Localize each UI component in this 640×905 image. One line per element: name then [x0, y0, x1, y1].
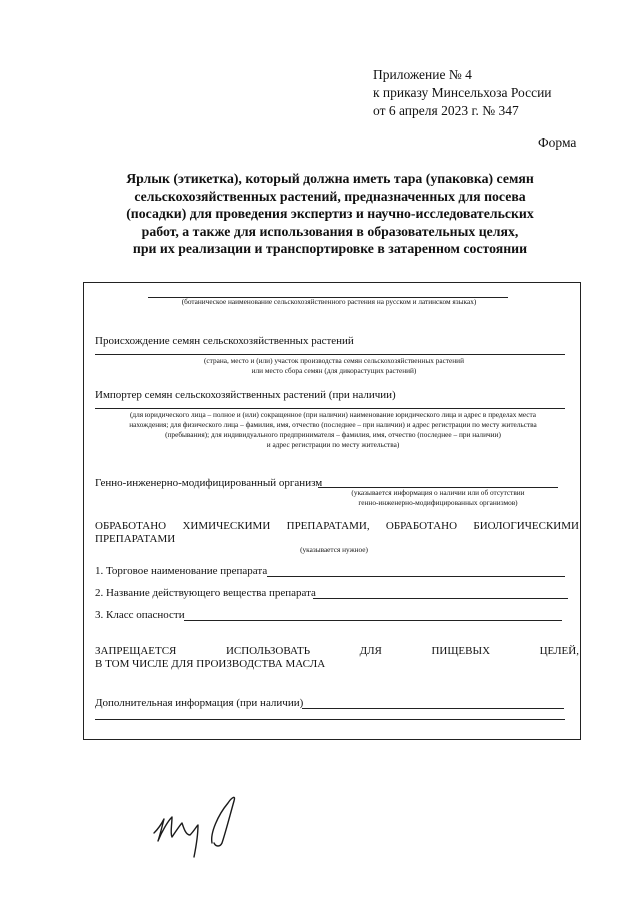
botanical-name-note: (ботаническое наименование сельскохозяйственного растения на русском и латинском языках)	[181, 297, 477, 306]
gmo-note	[318, 488, 558, 508]
origin-label: Происхождение семян сельскохозяйственных растений	[95, 335, 354, 347]
appendix-line-2: к приказу Минсельхоза России	[373, 85, 552, 100]
item-3-line[interactable]	[184, 620, 562, 621]
treated-note: (указывается нужное)	[300, 545, 368, 554]
treated-line-1	[95, 520, 579, 532]
importer-note	[92, 410, 574, 450]
treated-word-4: ОБРАБОТАНО	[385, 520, 458, 532]
item-1-label: 1. Торговое наименование препарата	[95, 565, 268, 577]
form-label: Форма	[538, 135, 577, 150]
origin-note-1: (страна, место и (или) участок производства семян сельскохозяйственных растений	[204, 356, 464, 365]
importer-line[interactable]	[95, 408, 565, 409]
title-line-1: Ярлык (этикетка), который должна иметь тара (упаковка) семян	[126, 171, 534, 186]
appendix-block	[373, 66, 552, 120]
document-title	[70, 170, 590, 258]
forbidden-word-1: ЗАПРЕЩАЕТСЯ	[95, 645, 177, 657]
origin-note-2: или место сбора семян (для дикорастущих растений)	[251, 366, 417, 375]
label-form-frame	[83, 282, 581, 740]
additional-info-line-2[interactable]	[95, 719, 565, 720]
forbidden-word-3: ДЛЯ	[359, 645, 382, 657]
importer-note-3: (пребывания); для индивидуального предпринимателя – фамилия, имя, отчество (последнее – при наличии)	[165, 430, 501, 439]
forbidden-word-2: ИСПОЛЬЗОВАТЬ	[225, 645, 311, 657]
forbidden-line-2: В ТОМ ЧИСЛЕ ДЛЯ ПРОИЗВОДСТВА МАСЛА	[95, 658, 326, 670]
signature-image	[150, 785, 260, 865]
forbidden-word-5: ЦЕЛЕЙ,	[539, 645, 579, 657]
treated-word-3: ПРЕПАРАТАМИ,	[286, 520, 370, 532]
additional-info-line-1[interactable]	[302, 708, 564, 709]
title-line-5: при их реализации и транспортировке в затаренном состоянии	[132, 241, 528, 257]
additional-info-label: Дополнительная информация (при наличии)	[95, 697, 304, 709]
treated-word-1: ОБРАБОТАНО	[95, 520, 167, 532]
item-1-line[interactable]	[267, 576, 565, 577]
gmo-note-2: генно-инженерно-модифицированных организмов)	[358, 498, 518, 507]
item-2-line[interactable]	[313, 598, 568, 599]
importer-note-4: и адрес регистрации по месту жительства)	[266, 440, 400, 449]
item-3-label: 3. Класс опасности	[95, 609, 185, 621]
importer-label: Импортер семян сельскохозяйственных растений (при наличии)	[95, 389, 396, 401]
forbidden-word-4: ПИЩЕВЫХ	[431, 645, 491, 657]
forbidden-line-1	[95, 645, 579, 657]
item-2-label: 2. Название действующего вещества препарата	[95, 587, 316, 599]
appendix-line-1: Приложение № 4	[373, 67, 472, 82]
treated-word-5: БИОЛОГИЧЕСКИМИ	[473, 520, 579, 532]
importer-note-2: нахождения; для физического лица – фамилия, имя, отчество (последнее – при наличии) и адрес регистрации по месту жительства	[129, 420, 537, 429]
origin-line[interactable]	[95, 354, 565, 355]
origin-note	[104, 356, 564, 376]
treated-line-2: ПРЕПАРАТАМИ	[95, 533, 176, 545]
treated-word-2: ХИМИЧЕСКИМИ	[182, 520, 271, 532]
title-line-4: работ, а также для использования в образовательных целях,	[141, 223, 519, 239]
gmo-note-1: (указывается информация о наличии или об отсутствии	[351, 488, 525, 497]
importer-note-1: (для юридического лица – полное и (или) сокращенное (при наличии) наименование юридического лица и адрес в пределах места	[129, 410, 537, 419]
appendix-line-3: от 6 апреля 2023 г. № 347	[373, 103, 519, 118]
title-line-2: сельскохозяйственных растений, предназначенных для посева	[134, 188, 526, 204]
gmo-label: Генно-инженерно-модифицированный организм	[95, 477, 323, 489]
title-line-3: (посадки) для проведения экспертиз и научно-исследовательских	[126, 206, 534, 222]
